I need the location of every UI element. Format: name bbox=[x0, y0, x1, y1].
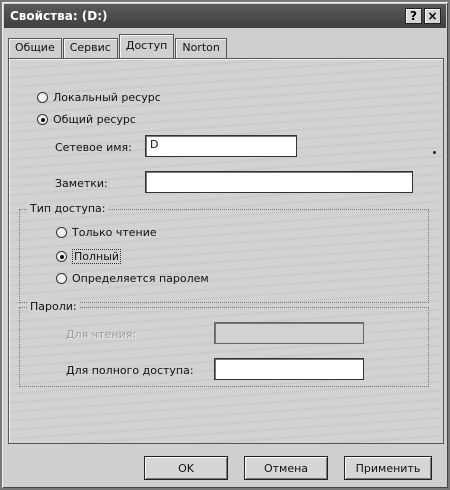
comment-field[interactable] bbox=[145, 171, 413, 193]
local-resource-label: Локальный ресурс bbox=[53, 91, 161, 104]
access-depends-label: Определяется паролем bbox=[72, 272, 209, 285]
access-depends-radio[interactable] bbox=[56, 273, 67, 284]
ok-button[interactable]: OK bbox=[144, 456, 228, 480]
tab-general[interactable]: Общие bbox=[8, 38, 62, 58]
local-resource-option[interactable] bbox=[37, 91, 161, 104]
access-full-option[interactable] bbox=[56, 249, 121, 264]
share-name-field[interactable]: D bbox=[145, 135, 297, 157]
full-password-field[interactable] bbox=[214, 358, 364, 380]
access-read-only-label: Только чтение bbox=[72, 226, 157, 239]
access-full-radio[interactable] bbox=[56, 251, 67, 262]
access-full-label: Полный bbox=[74, 250, 120, 263]
access-type-title: Тип доступа: bbox=[30, 202, 106, 215]
shared-resource-label: Общий ресурс bbox=[53, 113, 136, 126]
access-type-group bbox=[19, 202, 429, 303]
tab-strip bbox=[8, 38, 228, 58]
close-icon: × bbox=[427, 9, 438, 23]
scan-dot bbox=[433, 151, 436, 154]
window-title: Свойства: (D:) bbox=[10, 9, 108, 23]
access-read-only-radio[interactable] bbox=[56, 227, 67, 238]
tab-tools[interactable]: Сервис bbox=[63, 38, 118, 58]
title-bar[interactable] bbox=[4, 4, 446, 28]
sharing-panel bbox=[8, 58, 444, 444]
share-name-label: Сетевое имя: bbox=[55, 141, 132, 154]
shared-resource-radio[interactable] bbox=[37, 114, 48, 125]
tab-norton[interactable]: Norton bbox=[175, 38, 227, 58]
passwords-group bbox=[19, 300, 429, 387]
cancel-button[interactable]: Отмена bbox=[244, 456, 328, 480]
read-password-label: Для чтения: bbox=[66, 328, 137, 341]
comment-label: Заметки: bbox=[55, 177, 108, 190]
apply-button[interactable]: Применить bbox=[344, 456, 432, 480]
shared-resource-option[interactable] bbox=[37, 113, 136, 126]
tab-sharing[interactable]: Доступ bbox=[119, 34, 174, 58]
help-button[interactable] bbox=[405, 8, 422, 24]
local-resource-radio[interactable] bbox=[37, 92, 48, 103]
close-button[interactable] bbox=[424, 8, 441, 24]
passwords-title: Пароли: bbox=[30, 300, 77, 313]
full-password-label: Для полного доступа: bbox=[66, 364, 194, 377]
access-depends-option[interactable] bbox=[56, 272, 209, 285]
help-icon: ? bbox=[410, 9, 417, 23]
access-read-only-option[interactable] bbox=[56, 226, 157, 239]
read-password-field[interactable] bbox=[214, 322, 364, 344]
